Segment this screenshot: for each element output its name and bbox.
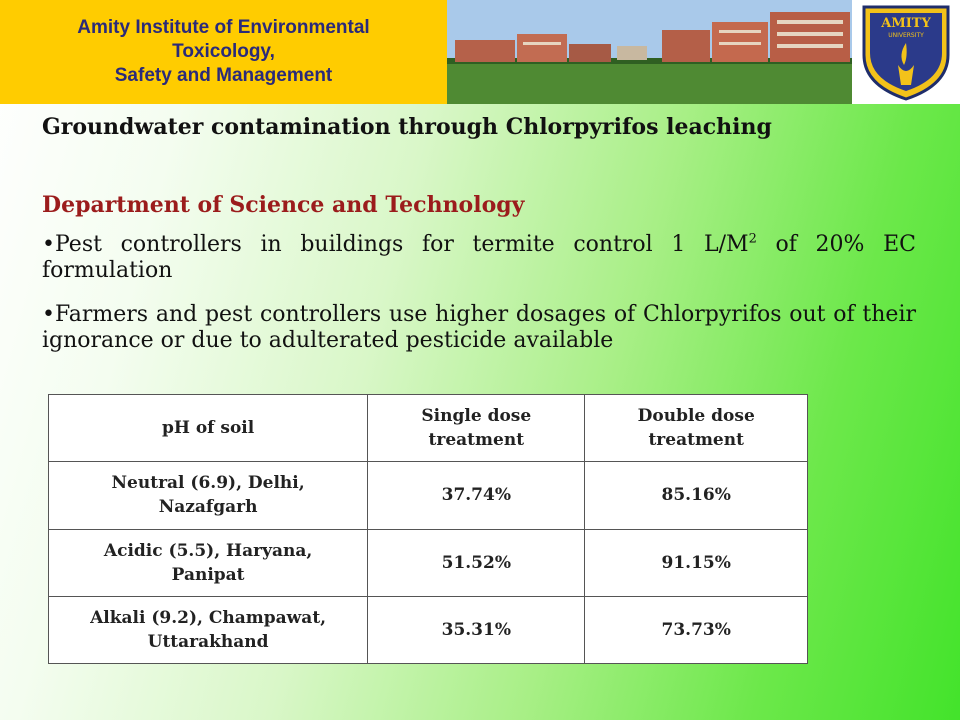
table-row [49,596,808,663]
department-heading: Department of Science and Technology [42,192,525,218]
bullet1-superscript: 2 [748,231,757,247]
institute-line-2: Toxicology, [172,41,275,62]
bullet1-text-end: of 20% EC formulation [42,232,916,283]
svg-text:UNIVERSITY: UNIVERSITY [888,32,924,39]
soil-cell: Alkali (9.2), Champawat, Uttarakhand [49,596,368,663]
single-dose-cell: 51.52% [368,529,585,596]
double-dose-cell: 73.73% [585,596,808,663]
soil-cell: Acidic (5.5), Haryana, Panipat [49,529,368,596]
single-dose-cell: 35.31% [368,596,585,663]
bullet-higher-dosages: •Farmers and pest controllers use higher dosages of Chlorpyrifos out of their ignorance or due to adulterated pesticide available [42,302,916,353]
double-dose-cell: 85.16% [585,462,808,529]
bullet-termite-control: •Pest controllers in buildings for termite control 1 $L/M^2$ of 20% EC formulation [42,231,916,283]
table-row [49,462,808,529]
institute-header [0,0,447,104]
institute-line-3: Safety and Management [114,65,333,86]
table-row [49,529,808,596]
amity-logo [852,0,960,104]
bullet1-text: Pest controllers in buildings for termite control 1 L/M [54,232,749,257]
header-ph-of-soil: pH of soil [49,395,368,462]
single-dose-cell: 37.74% [368,462,585,529]
header-double-dose: Double dose treatment [585,395,808,462]
double-dose-cell: 91.15% [585,529,808,596]
campus-photo [447,0,852,104]
soil-cell: Neutral (6.9), Delhi, Nazafgarh [49,462,368,529]
leaching-table [48,394,808,664]
header-single-dose: Single dose treatment [368,395,585,462]
table-header-row [49,395,808,462]
slide-title: Groundwater contamination through Chlorpyrifos leaching [42,114,772,140]
institute-line-1: Amity Institute of Environmental [77,17,370,38]
amity-shield-icon [858,3,954,101]
bullet2-text: Farmers and pest controllers use higher dosages of Chlorpyrifos out of their ignorance or due to adulterated pesticide available [42,302,916,353]
svg-text:AMITY: AMITY [881,16,931,31]
